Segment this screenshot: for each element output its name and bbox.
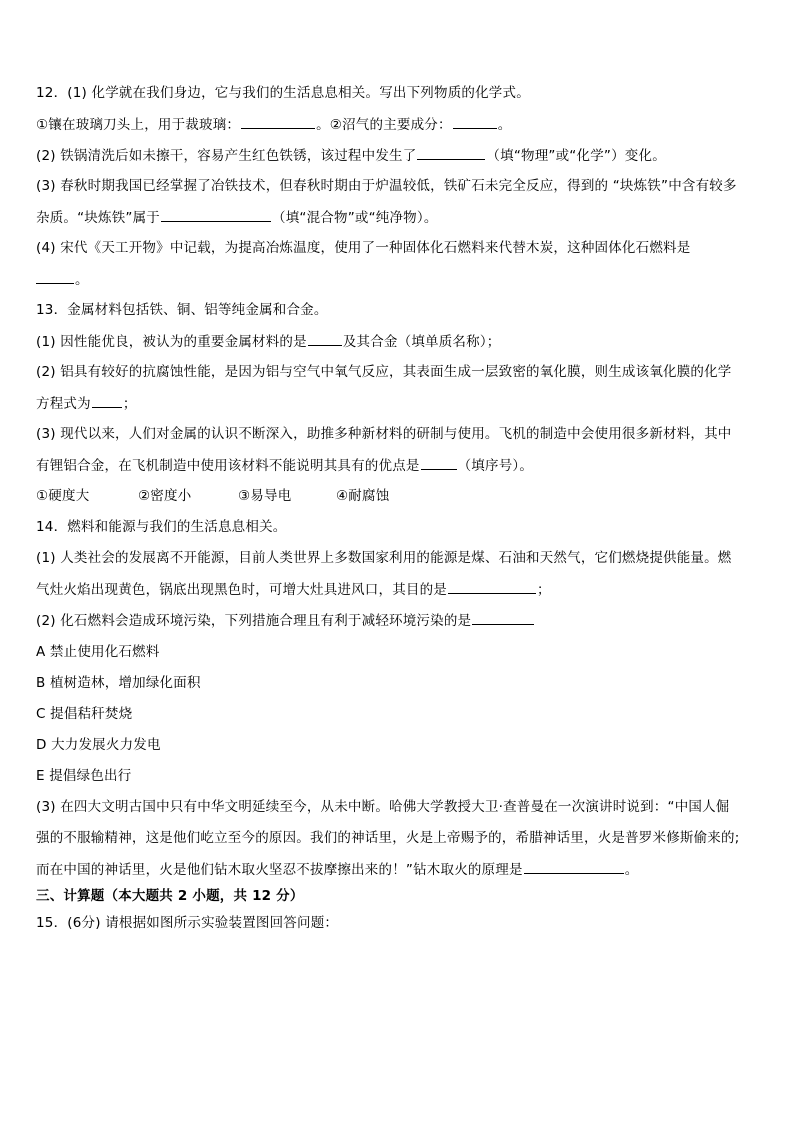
answer-blank[interactable]	[92, 394, 122, 408]
q13-part3-line1: (3) 现代以来，人们对金属的认识不断深入，助推多种新材料的研制与使用。飞机的制造中会使用很多新材料，其中	[36, 426, 732, 442]
option-1: ①硬度大	[36, 488, 90, 504]
q14-part2: (2) 化石燃料会造成环境污染，下列措施合理且有利于减轻环境污染的是	[36, 611, 762, 630]
answer-blank[interactable]	[472, 611, 534, 625]
answer-blank[interactable]	[524, 860, 624, 874]
q12-stem: 12．(1) 化学就在我们身边，它与我们的生活息息相关。写出下列物质的化学式。	[36, 85, 530, 101]
option-3: ③易导电	[238, 488, 292, 504]
q14-choice-c: C 提倡秸秆焚烧	[36, 706, 133, 722]
q14-part3-line3: 而在中国的神话里，火是他们钻木取火坚忍不拔摩擦出来的！”钻木取火的原理是 。	[36, 862, 639, 878]
option-2: ②密度小	[138, 488, 192, 504]
option-4: ④耐腐蚀	[336, 488, 390, 504]
q14-part3-line1: (3) 在四大文明古国中只有中华文明延续至今，从未中断。哈佛大学教授大卫·查普曼在一次演讲时说到：“中国人倔	[36, 799, 730, 815]
q12-part4-line1: (4) 宋代《天工开物》中记载，为提高冶炼温度，使用了一种固体化石燃料来代替木炭，这种固体化石燃料是	[36, 240, 691, 256]
q12-part2: (2) 铁锅清洗后如未擦干，容易产生红色铁锈，该过程中发生了 （填“物理”或“化学”）变化。	[36, 148, 666, 164]
answer-blank[interactable]	[417, 146, 485, 160]
q14-part1-line1: (1) 人类社会的发展离不开能源，目前人类世界上多数国家利用的能源是煤、石油和天然气，它们燃烧提供能量。燃	[36, 550, 732, 566]
q14-choice-b: B 植树造林，增加绿化面积	[36, 675, 201, 691]
q12-part4-line2: 。	[36, 270, 762, 289]
q12-part1: ①镶在玻璃刀头上，用于裁玻璃： 。②沼气的主要成分： 。	[36, 117, 512, 133]
q14-part1-line2: 气灶火焰出现黄色，锅底出现黑色时，可增大灶具进风口，其目的是 ；	[36, 582, 551, 598]
answer-blank[interactable]	[241, 115, 315, 129]
q13-part1: (1) 因性能优良，被认为的重要金属材料的是 及其合金（填单质名称）；	[36, 334, 501, 350]
q14-stem: 14．燃料和能源与我们的生活息息相关。	[36, 519, 287, 535]
answer-blank[interactable]	[448, 580, 536, 594]
section-heading: 三、计算题（本大题共 2 小题，共 12 分）	[36, 888, 304, 904]
q13-options	[36, 487, 762, 505]
answer-blank[interactable]	[421, 456, 457, 470]
answer-blank[interactable]	[36, 270, 74, 284]
answer-blank[interactable]	[453, 115, 497, 129]
q15-stem: 15．(6分) 请根据如图所示实验装置图回答问题：	[36, 915, 339, 931]
q13-stem: 13．金属材料包括铁、铜、铝等纯金属和合金。	[36, 302, 328, 318]
q12-part3-line2: 杂质。“块炼铁”属于 （填“混合物”或“纯净物）。	[36, 210, 438, 226]
answer-blank[interactable]	[161, 208, 271, 222]
q14-choice-d: D 大力发展火力发电	[36, 737, 161, 753]
q14-choice-a: A 禁止使用化石燃料	[36, 644, 160, 660]
q13-part3-line2: 有锂铝合金，在飞机制造中使用该材料不能说明其具有的优点是 （填序号）。	[36, 458, 534, 474]
q12-part3-line1: (3) 春秋时期我国已经掌握了冶铁技术，但春秋时期由于炉温较低，铁矿石未完全反应，得到的 “块炼铁”中含有较多	[36, 178, 737, 194]
q13-part2-line2: 方程式为 ；	[36, 396, 137, 412]
q14-choice-e: E 提倡绿色出行	[36, 768, 132, 784]
q13-part2-line1: (2) 铝具有较好的抗腐蚀性能，是因为铝与空气中氧气反应，其表面生成一层致密的氧化膜，则生成该氧化膜的化学	[36, 364, 732, 380]
answer-blank[interactable]	[308, 332, 342, 346]
q14-part3-line2: 强的不服输精神，这是他们屹立至今的原因。我们的神话里，火是上帝赐予的，希腊神话里，火是普罗米修斯偷来的;	[36, 830, 740, 846]
